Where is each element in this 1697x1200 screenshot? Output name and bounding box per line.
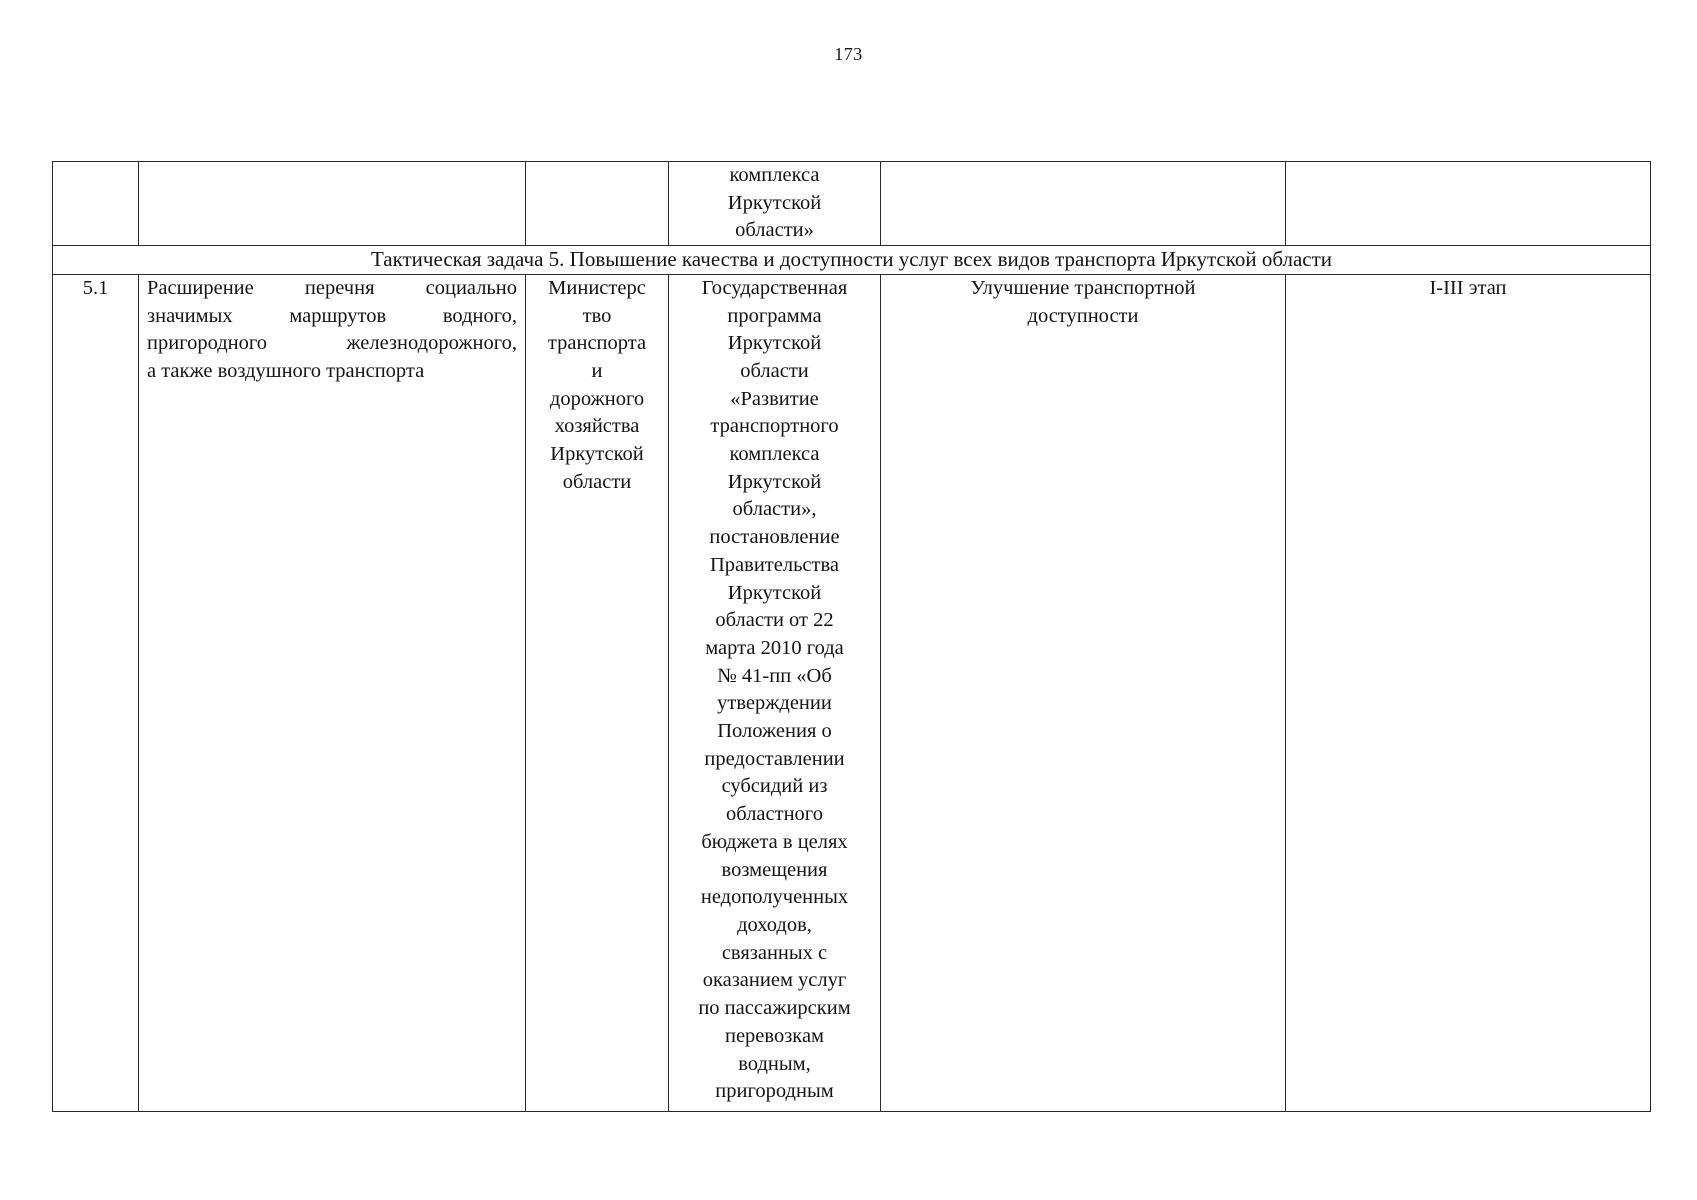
- task-heading: Тактическая задача 5. Повышение качества и доступности услуг всех видов транспорта Иркутской области: [53, 246, 1651, 275]
- measures-table: [52, 161, 1651, 1112]
- result-text: Улучшение транспортной доступности: [970, 276, 1196, 327]
- cell-result: [881, 274, 1286, 1111]
- program-text: Государственная программа Иркутской области «Развитие транспортного комплекса Иркутской области», постановление Правительства Иркутской области от 22 марта 2010 года № 41-пп «Об утверждении Положения о предоставлении субсидий из областного бюджета в целях возмещения недополученных доходов, связанных с оказанием услуг по пассажирским перевозкам водным, пригородным: [698, 276, 851, 1103]
- action-line: а также воздушного транспорта: [147, 359, 425, 382]
- cell-program-continuation: [669, 162, 881, 246]
- action-line: Расширение перечня социально: [147, 276, 517, 299]
- cell-action: [139, 274, 526, 1111]
- table-row-continuation: [53, 162, 1651, 246]
- table-row: [53, 274, 1651, 1111]
- action-line: значимых маршрутов водного,: [147, 304, 517, 327]
- table-row-task-heading: [53, 246, 1651, 275]
- cell-stage-empty: [1286, 162, 1651, 246]
- executor-text: Министерс тво транспорта и дорожного хозяйства Иркутской области: [547, 276, 647, 493]
- program-continuation-text: комплекса Иркутской области»: [727, 164, 822, 242]
- cell-executor-empty: [526, 162, 669, 246]
- cell-program: [669, 274, 881, 1111]
- cell-executor: [526, 274, 669, 1111]
- cell-number-empty: [53, 162, 139, 246]
- action-line: пригородного железнодорожного,: [147, 332, 517, 355]
- cell-action-empty: [139, 162, 526, 246]
- cell-stage: I-III этап: [1286, 274, 1651, 1111]
- cell-result-empty: [881, 162, 1286, 246]
- page-number: 173: [834, 44, 863, 64]
- cell-number: 5.1: [53, 274, 139, 1111]
